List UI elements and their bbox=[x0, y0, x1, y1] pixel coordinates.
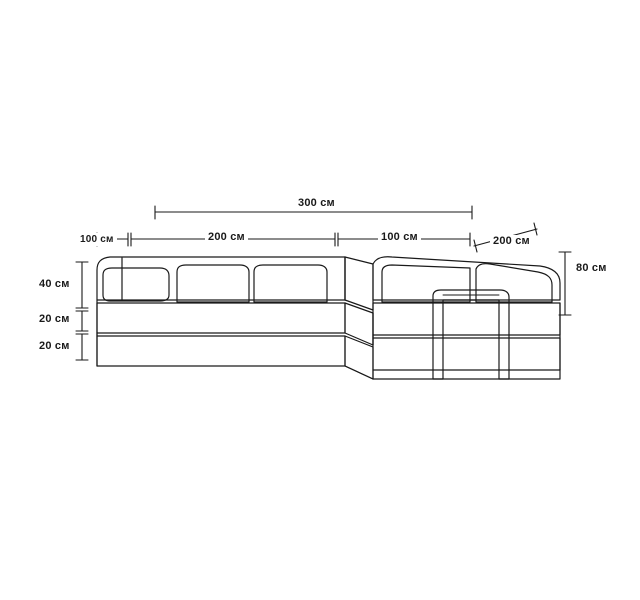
label-back-height: 40 см bbox=[36, 278, 73, 291]
label-left-arm-width: 100 см bbox=[77, 233, 117, 246]
label-corner-width: 100 см bbox=[378, 231, 421, 244]
label-base-height: 20 см bbox=[36, 340, 73, 353]
right-seat-band bbox=[373, 303, 560, 335]
label-seat-width: 200 см bbox=[205, 231, 248, 244]
corner-bottom-diag bbox=[345, 366, 373, 379]
label-right-depth: 80 см bbox=[573, 262, 610, 275]
right-base-band bbox=[373, 338, 560, 370]
label-seat-height: 20 см bbox=[36, 313, 73, 326]
back-cushion-1 bbox=[177, 265, 249, 302]
left-backrest-block bbox=[97, 257, 345, 300]
label-total-width: 300 см bbox=[295, 197, 338, 210]
back-cushion-2 bbox=[254, 265, 327, 302]
corner-return-face bbox=[345, 257, 373, 310]
right-backrest-block bbox=[373, 257, 560, 300]
label-chaise-depth: 200 см bbox=[490, 235, 533, 248]
left-arm-cushion bbox=[103, 268, 169, 301]
right-base-bottom bbox=[373, 370, 560, 379]
right-back-cushion-2 bbox=[476, 264, 552, 302]
right-back-cushion-1 bbox=[382, 265, 470, 302]
corner-seat-return bbox=[345, 303, 373, 345]
left-base-band bbox=[97, 336, 345, 366]
left-seat-band bbox=[97, 303, 345, 333]
